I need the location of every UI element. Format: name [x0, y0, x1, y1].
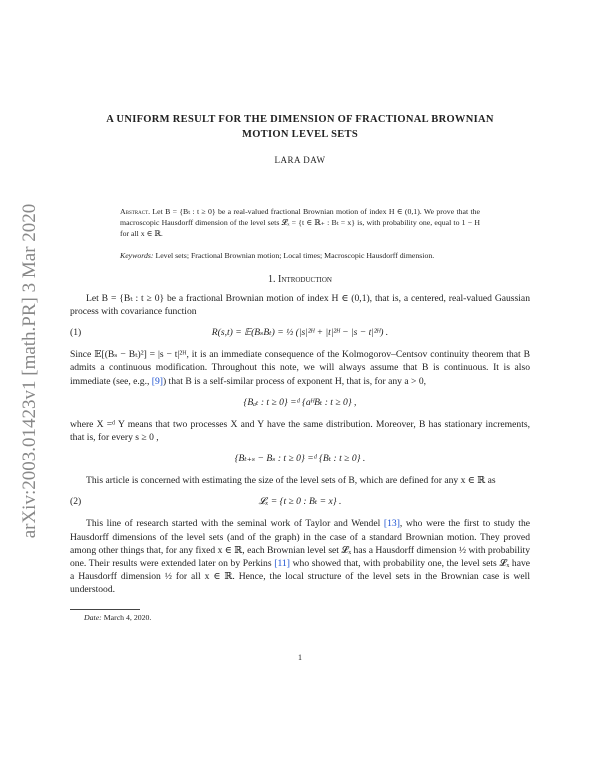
paragraph: Let B = {Bₜ : t ≥ 0} be a fractional Brownian motion of index H ∈ (0,1), that is, a centered, real-valued Gaussian process with covariance function [70, 292, 530, 318]
paragraph [70, 348, 530, 388]
text: ) that B is a self-similar process of exponent H, that is, for any a > 0, [162, 375, 427, 387]
text: , who were the first to study the Hausdorff dimensions of the level sets (and of the graph) in the case of a standard Brownian motion. They proved among other things that, for any fixed x ∈ ℝ, each Brownian level set 𝓛ₓ has a Hausdorff dimension ½ with probability one. Their results were extended later on by Perkins [70, 518, 531, 570]
citation-link[interactable]: [11] [274, 558, 290, 570]
equation-number: (2) [70, 496, 82, 508]
footnote [84, 613, 530, 623]
citation-link[interactable]: [13] [383, 518, 400, 530]
paper-title: A UNIFORM RESULT FOR THE DIMENSION OF FRACTIONAL BROWNIAN MOTION LEVEL SETS [106, 114, 494, 140]
keywords [120, 250, 480, 261]
text: who showed that, with probability one, the level sets 𝓛ₓ have a Hausdorff dimension ½ for all x ∈ ℝ. Hence, the local structure of the level sets in the Brownian case is well understood. [70, 558, 531, 596]
text: This line of research started with the seminal work of Taylor and Wendel [86, 518, 384, 530]
keywords-label: Keywords: [120, 250, 154, 260]
page-number: 1 [298, 652, 302, 662]
equation-2 [70, 495, 530, 509]
section-heading: 1. Introduction [268, 273, 332, 285]
text: Since 𝔼[(Bₛ − Bₜ)²] = |s − t|²ᴴ, it is an immediate consequence of the Kolmogorov–Centsov continuity theorem that B admits a continuous modification. Throughout this note, we will always assume that B is continuous. It is also immediate (see, e.g., [70, 349, 530, 387]
keywords-text: Level sets; Fractional Brownian motion; Local times; Macroscopic Hausdorff dimension. [155, 250, 435, 260]
abstract [120, 206, 480, 240]
paragraph [70, 517, 530, 596]
arxiv-stamp: arXiv:2003.01423v1 [math.PR] 3 Mar 2020 [19, 203, 40, 539]
author: LARA DAW [274, 155, 326, 165]
equation-self-similar: {Bₐₜ : t ≥ 0} =ᵈ {aᴴBₜ : t ≥ 0} , [243, 396, 357, 408]
footnote-divider [70, 609, 140, 610]
paragraph: This article is concerned with estimating the size of the level sets of B, which are defined for any x ∈ ℝ as [86, 475, 496, 487]
footnote-label: Date: [84, 612, 102, 622]
equation-text: 𝓛ₓ = {t ≥ 0 : Bₜ = x} . [258, 496, 342, 508]
equation-number: (1) [70, 327, 82, 339]
citation-link[interactable]: [9] [151, 375, 163, 387]
abstract-text: Let B = {Bₜ : t ≥ 0} be a real-valued fractional Brownian motion of index H ∈ (0,1). We prove that the macroscopic Hausdorff dimension of the level sets 𝓛ₓ = {t ∈ ℝ₊ : Bₜ = x} is, with probability one, equal to 1 − H for all x ∈ ℝ. [120, 207, 480, 239]
paragraph: where X =ᵈ Y means that two processes X and Y have the same distribution. Moreover, B has stationary increments, that is, for every s ≥ 0 , [70, 418, 530, 444]
footnote-text: March 4, 2020. [103, 612, 152, 622]
equation-stationary: {Bₜ₊ₛ − Bₛ : t ≥ 0} =ᵈ {Bₜ : t ≥ 0} . [234, 453, 366, 465]
equation-1 [70, 326, 530, 340]
abstract-label: Abstract. [120, 207, 151, 216]
equation-text: R(s,t) = 𝔼(BₛBₜ) = ½ (|s|²ᴴ + |t|²ᴴ − |s − t|²ᴴ) . [211, 327, 389, 339]
